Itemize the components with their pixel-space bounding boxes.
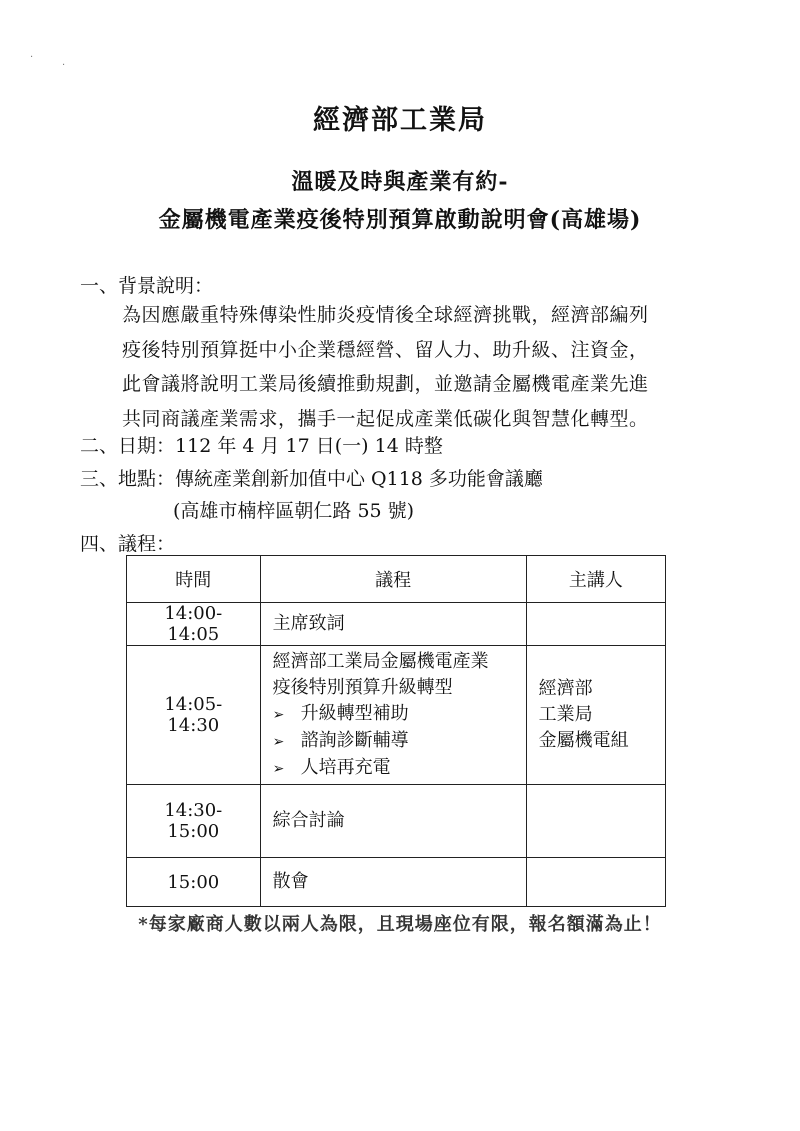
row-speaker (526, 785, 665, 858)
date-value: 112 年 4 月 17 日(一) 14 時整 (175, 435, 443, 457)
item-line: 散會 (272, 871, 309, 892)
organization-title: 經濟部工業局 (313, 105, 487, 136)
speaker-line: 工業局 (538, 704, 593, 725)
row-item (260, 646, 526, 785)
bullet-item (273, 755, 514, 782)
row-speaker (526, 646, 665, 785)
scan-mark: · (62, 60, 66, 71)
background-line: 共同商議產業需求，攜手一起促成產業低碳化與智慧化轉型。 (122, 407, 649, 430)
row-speaker (526, 603, 665, 646)
agenda-heading: 四、議程： (80, 533, 176, 555)
row-item (260, 785, 526, 858)
speaker-line: 經濟部 (538, 678, 593, 699)
row-time: 14:00-14:05 (127, 603, 261, 646)
background-heading: 一、背景說明： (80, 275, 214, 297)
row-time: 14:05-14:30 (127, 646, 261, 785)
row-item (260, 858, 526, 907)
event-title-line-1: 溫暖及時與產業有約- (291, 169, 509, 195)
location-address: (高雄市楠梓區朝仁路 55 號) (173, 500, 415, 522)
background-line: 此會議將說明工業局後續推動規劃，並邀請金屬機電產業先進 (122, 373, 649, 395)
bullet-item (273, 728, 514, 755)
arrow-bullet-icon: ➢ (272, 706, 285, 723)
table-row (127, 646, 666, 785)
row-time: 15:00 (127, 858, 261, 907)
bullet-text: 升級轉型補助 (300, 702, 409, 724)
bullet-text: 人培再充電 (300, 756, 391, 778)
bullet-item (273, 701, 514, 728)
date-label: 二、日期： (80, 435, 176, 457)
arrow-bullet-icon: ➢ (272, 733, 285, 750)
scan-mark: · (30, 52, 34, 63)
date-line (80, 431, 443, 458)
header-agenda: 議程 (260, 556, 526, 603)
item-line: 經濟部工業局金屬機電產業 (272, 650, 489, 672)
background-paragraph (122, 298, 688, 436)
arrow-bullet-icon: ➢ (272, 760, 285, 777)
item-line: 主席致詞 (272, 613, 345, 634)
header-time: 時間 (127, 556, 261, 603)
table-header-row (127, 556, 666, 603)
footnote: *每家廠商人數以兩人為限，且現場座位有限，報名額滿為止！ (138, 914, 662, 935)
item-line: 綜合討論 (272, 810, 345, 831)
event-title-line-2: 金屬機電產業疫後特別預算啟動說明會(高雄場) (158, 207, 642, 233)
row-speaker (526, 858, 665, 907)
location-value: 傳統產業創新加值中心 Q118 多功能會議廳 (175, 468, 543, 490)
row-time: 14:30-15:00 (127, 785, 261, 858)
background-line: 為因應嚴重特殊傳染性肺炎疫情後全球經濟挑戰，經濟部編列 (122, 304, 649, 326)
location-label: 三、地點： (80, 468, 176, 490)
background-line: 疫後特別預算挺中小企業穩經營、留人力、助升級、注資金， (122, 338, 649, 361)
table-row (127, 603, 666, 646)
bullet-text: 諮詢診斷輔導 (300, 729, 409, 751)
row-item (260, 603, 526, 646)
agenda-table (126, 555, 666, 907)
speaker-line: 金屬機電組 (538, 730, 629, 751)
item-line: 疫後特別預算升級轉型 (272, 676, 453, 698)
location-line (80, 464, 543, 491)
table-row (127, 785, 666, 858)
header-speaker: 主講人 (526, 556, 665, 603)
table-row (127, 858, 666, 907)
